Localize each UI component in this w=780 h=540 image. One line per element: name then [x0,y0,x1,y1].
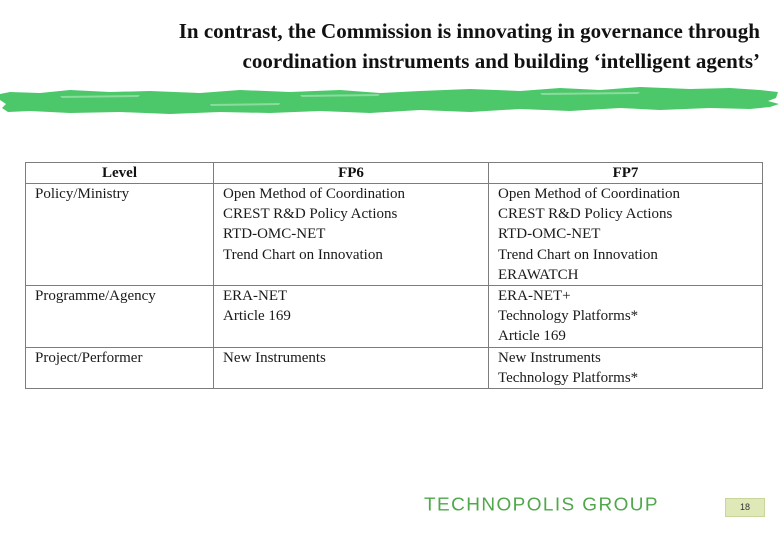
instrument-item: ERAWATCH [498,266,579,283]
technopolis-group-logo: TECHNOPOLIS GROUP [424,495,659,516]
instrument-item: New Instruments [498,349,601,366]
instrument-item: Open Method of Coordination [498,186,681,202]
instrument-item: ERA-NET+ [498,288,571,305]
header-fp6: FP6 [214,163,489,184]
instrument-item: Trend Chart on Innovation [498,246,658,263]
table-row [26,347,763,388]
instrument-item: CREST R&D Policy Actions [223,206,398,223]
fp6-cell [214,184,489,286]
level-label: Policy/Ministry [35,186,130,202]
fp7-cell [489,286,763,348]
level-cell [26,286,214,348]
slide-title-line-2: coordination instruments and building ‘intelligent agents’ [242,49,760,73]
level-cell [26,184,214,286]
page-number: 18 [725,498,765,517]
instrument-item: New Instruments [223,349,326,366]
fp6-cell [214,286,489,348]
instrument-item: Trend Chart on Innovation [223,246,383,263]
instrument-item: RTD-OMC-NET [498,226,601,243]
slide-title-line-1: In contrast, the Commission is innovating in governance through [178,19,760,43]
comparison-table-container [25,162,762,389]
level-label: Programme/Agency [35,288,156,305]
instrument-item: Open Method of Coordination [223,186,406,202]
green-brush-divider [0,82,780,118]
header-fp7: FP7 [489,163,763,184]
instrument-item: ERA-NET [223,288,288,305]
instrument-item: CREST R&D Policy Actions [498,206,673,223]
table-header-row [26,163,763,184]
instrument-item: RTD-OMC-NET [223,226,326,243]
fp7-cell [489,184,763,286]
instrument-item: Technology Platforms* [498,369,639,386]
level-label: Project/Performer [35,349,143,366]
table-row [26,184,763,286]
level-cell [26,347,214,388]
fp6-fp7-comparison-table [25,162,763,389]
instrument-item: Article 169 [223,308,291,325]
fp6-cell [214,347,489,388]
slide-title [60,16,760,76]
instrument-item: Article 169 [498,328,566,345]
header-level: Level [26,163,214,184]
fp7-cell [489,347,763,388]
table-row [26,286,763,348]
instrument-item: Technology Platforms* [498,308,639,325]
brush-stroke [0,87,779,114]
